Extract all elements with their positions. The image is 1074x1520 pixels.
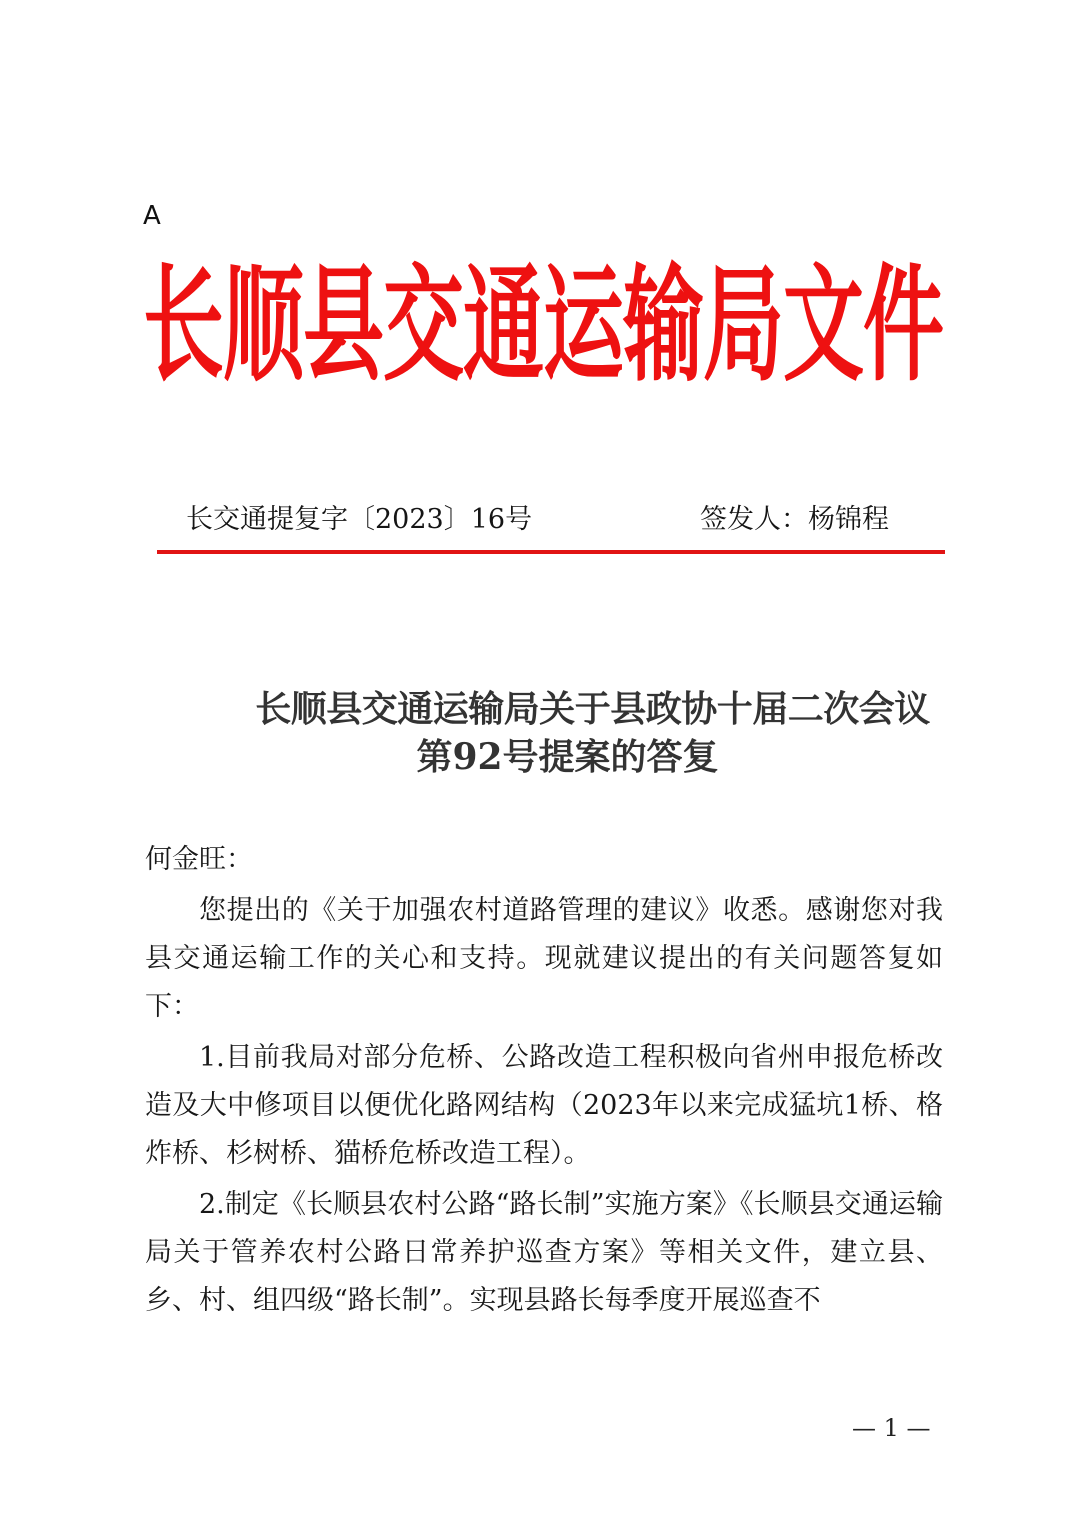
document-header	[140, 255, 946, 400]
document-title	[120, 685, 1000, 781]
document-number: 长交通提复字〔2023〕16号	[186, 504, 533, 535]
document-mark: A	[143, 201, 161, 231]
signer: 签发人：杨锦程	[700, 504, 889, 535]
body-paragraph: 2.制定《长顺县农村公路“路长制”实施方案》《长顺县交通运输局关于管养农村公路日常养护巡查方案》等相关文件，建立县、乡、村、组四级“路长制”。实现县路长每季度开展巡查不	[145, 1189, 943, 1316]
red-divider	[157, 550, 945, 554]
body-paragraph: 您提出的《关于加强农村道路管理的建议》收悉。感谢您对我县交通运输工作的关心和支持。现就建议提出的有关问题答复如下：	[145, 895, 943, 1022]
title-line-1: 长顺县交通运输局关于县政协十届二次会议	[255, 688, 930, 730]
page-number: — 1 —	[852, 1414, 931, 1442]
salutation: 何金旺：	[145, 844, 253, 875]
body-paragraph: 1.目前我局对部分危桥、公路改造工程积极向省州申报危桥改造及大中修项目以便优化路网结构（2023年以来完成猛坑1桥、格炸桥、杉树桥、猫桥危桥改造工程）。	[145, 1042, 943, 1169]
title-line-2: 第92号提案的答复	[416, 736, 719, 778]
document-body	[145, 836, 943, 1325]
issuing-authority-title: 长顺县交通运输局文件	[142, 255, 943, 400]
